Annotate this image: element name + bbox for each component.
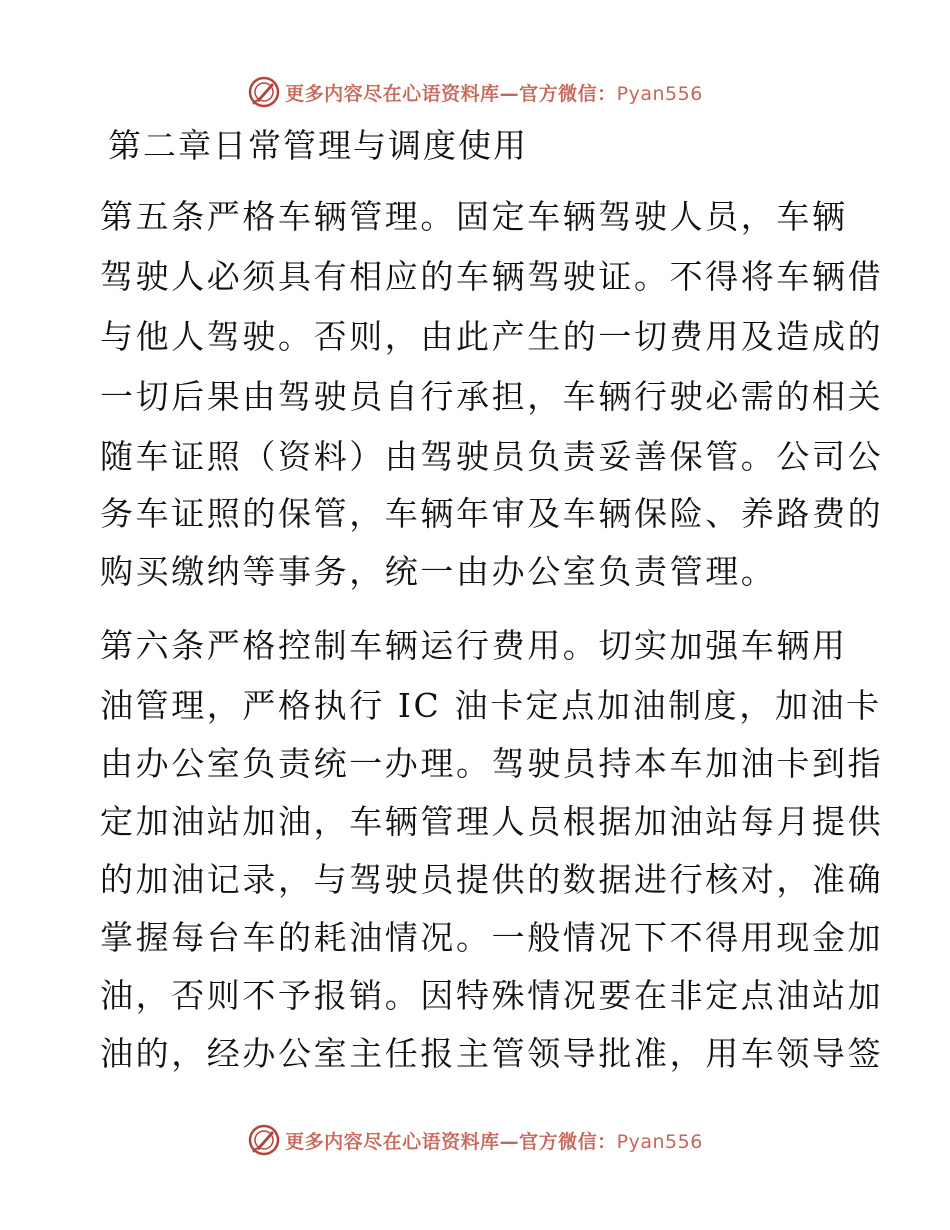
article-5-line: 驾驶人必须具有相应的车辆驾驶证。不得将车辆借 bbox=[100, 257, 884, 296]
footer-watermark bbox=[0, 1120, 950, 1160]
watermark-label: 更多内容尽在心语资料库—官方微信： bbox=[285, 1130, 617, 1153]
watermark-label: 更多内容尽在心语资料库—官方微信： bbox=[285, 82, 617, 105]
article-5-line: 与他人驾驶。否则，由此产生的一切费用及造成的 bbox=[100, 317, 884, 356]
article-5-line: 一切后果由驾驶员自行承担，车辆行驶必需的相关 bbox=[100, 377, 884, 416]
watermark-handle: Pyan556 bbox=[616, 1130, 703, 1153]
article-5-line: 购买缴纳等事务，统一由办公室负责管理。 bbox=[100, 552, 777, 591]
header-watermark bbox=[0, 72, 950, 112]
watermark-handle: Pyan556 bbox=[616, 82, 703, 105]
article-6-line: 的加油记录，与驾驶员提供的数据进行核对，准确 bbox=[100, 860, 884, 899]
article-6-line: 油管理，严格执行 IC 油卡定点加油制度，加油卡 bbox=[100, 686, 882, 725]
watermark-text bbox=[285, 1127, 703, 1154]
article-6-line: 由办公室负责统一办理。驾驶员持本车加油卡到指 bbox=[100, 744, 884, 783]
article-6-line: 定加油站加油，车辆管理人员根据加油站每月提供 bbox=[100, 802, 884, 841]
article-6-line: 第六条严格控制车辆运行费用。切实加强车辆用 bbox=[100, 626, 848, 665]
watermark-text bbox=[285, 79, 703, 106]
watermark-group bbox=[247, 75, 703, 109]
watermark-group bbox=[247, 1123, 703, 1157]
chapter-title: 第二章日常管理与调度使用 bbox=[108, 126, 528, 165]
article-6-line: 油，否则不予报销。因特殊情况要在非定点油站加 bbox=[100, 976, 884, 1015]
article-6-line: 油的，经办公室主任报主管领导批准，用车领导签 bbox=[100, 1034, 884, 1073]
article-5-line: 随车证照（资料）由驾驶员负责妥善保管。公司公 bbox=[100, 437, 884, 476]
article-6-line: 掌握每台车的耗油情况。一般情况下不得用现金加 bbox=[100, 918, 884, 957]
quill-seal-logo-icon bbox=[247, 75, 281, 109]
article-5-line: 务车证照的保管，车辆年审及车辆保险、养路费的 bbox=[100, 494, 884, 533]
quill-seal-logo-icon bbox=[247, 1123, 281, 1157]
article-5-line: 第五条严格车辆管理。固定车辆驾驶人员，车辆 bbox=[100, 197, 848, 236]
